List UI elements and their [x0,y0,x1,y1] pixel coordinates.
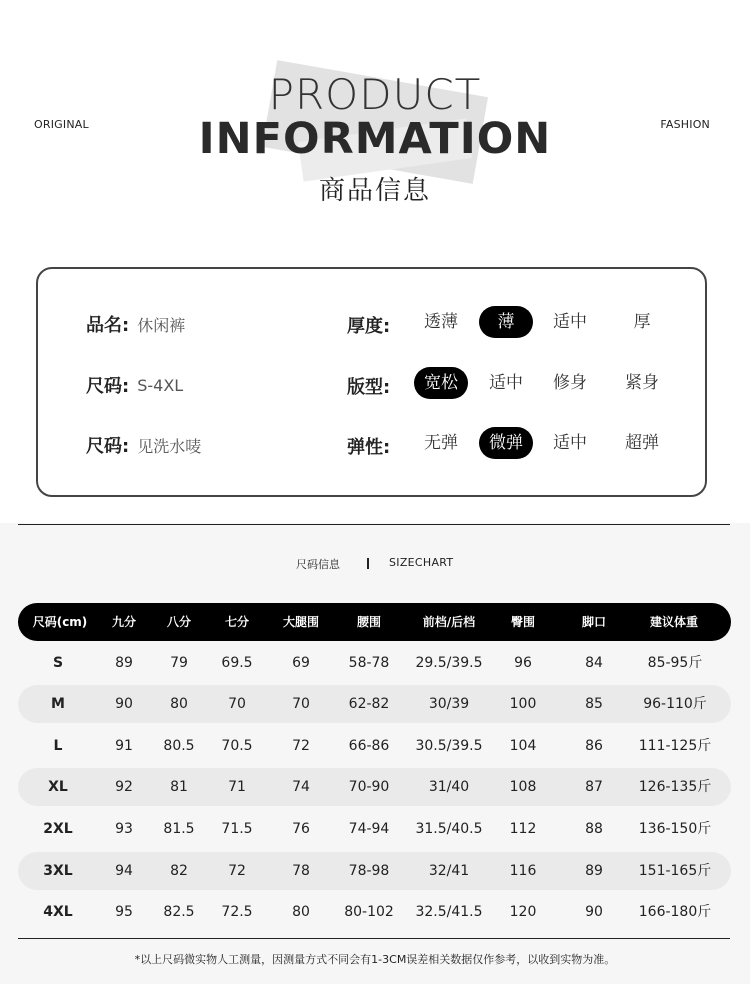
field-care-value: 见洗水唛 [137,436,202,456]
cell: 90 [115,696,133,712]
table-row [18,810,731,848]
cell: 100 [509,696,537,712]
cell: 78 [292,863,310,879]
field-name-key: 品名: [86,315,130,336]
table-row [18,644,731,682]
column-header: 前档/后档 [422,615,476,629]
cell: 96 [514,655,532,671]
title-chinese: 商品信息 [318,176,431,206]
cell: 80 [292,904,310,920]
cell: 108 [509,779,537,795]
column-header: 九分 [111,615,136,629]
elasticity-option: 超弹 [625,433,659,453]
size-chart-label-cn: 尺码信息 [296,558,340,571]
cell: 120 [509,904,537,920]
cell: 86 [585,738,603,754]
cell: 70-90 [348,779,390,795]
footnote: *以上尺码微实物人工测量，因测量方式不同会有1-3CM误差相关数据仅作参考，以收到实物为准。 [134,953,616,966]
cell: 74 [292,779,310,795]
fit-option: 修身 [553,373,587,393]
cell: 70 [228,696,246,712]
field-name [86,311,185,337]
field-care [86,432,201,458]
cell: 84 [585,655,603,671]
field-size-key: 尺码: [86,376,130,397]
cell: 112 [509,821,537,837]
elasticity-option-selected: 微弹 [479,427,533,459]
cell: 69.5 [221,655,253,671]
table-row [18,852,731,890]
cell: 69 [292,655,310,671]
cell: 62-82 [348,696,390,712]
column-header: 大腿围 [282,615,319,629]
cell: 166-180斤 [638,904,712,920]
cell: 71.5 [221,821,253,837]
table-row [18,685,731,723]
thickness-option: 适中 [553,312,587,332]
cell: 87 [585,779,603,795]
column-header: 七分 [224,615,249,629]
thickness-option-selected: 薄 [479,306,533,338]
cell: 85 [585,696,603,712]
original-tag: ORIGINAL [34,118,89,131]
cell: 95 [115,904,133,920]
cell: 92 [115,779,133,795]
column-header: 臀围 [510,615,535,629]
size-chart-section [0,523,750,984]
column-header: 腰围 [356,615,381,629]
elasticity-option: 适中 [553,433,587,453]
fit-option: 适中 [489,373,523,393]
cell: 81.5 [163,821,195,837]
thickness-option: 厚 [633,312,651,332]
table-row [18,727,731,765]
cell: 96-110斤 [643,696,707,712]
cell: 90 [585,904,603,920]
thickness-option: 透薄 [424,312,458,332]
cell-size: XL [48,779,68,795]
cell: 66-86 [348,738,390,754]
cell: 82 [170,863,188,879]
column-header: 建议体重 [649,615,698,629]
cell: 72 [228,863,246,879]
cell: 30/39 [428,696,470,712]
header [0,0,750,240]
table-header [18,603,731,641]
cell-size: 4XL [43,904,73,920]
table-row [18,768,731,806]
cell: 136-150斤 [638,821,712,837]
attr-elasticity-key: 弹性: [347,437,391,458]
size-chart-label-en: SIZECHART [389,556,454,569]
field-size [86,372,183,398]
column-header: 脚口 [581,615,606,629]
cell: 81 [170,779,188,795]
cell: 72 [292,738,310,754]
cell: 85-95斤 [647,655,703,671]
cell: 151-165斤 [638,863,712,879]
cell: 88 [585,821,603,837]
cell: 91 [115,738,133,754]
title-product: PRODUCT [268,70,482,119]
product-info-box [36,267,707,497]
divider [18,938,730,939]
title-information: INFORMATION [198,114,552,164]
cell-size: M [51,696,65,712]
cell: 80 [170,696,188,712]
cell-size: S [52,655,64,671]
cell: 89 [585,863,603,879]
cell: 82.5 [163,904,195,920]
cell: 78-98 [348,863,390,879]
cell: 111-125斤 [638,738,712,754]
cell: 32.5/41.5 [415,904,483,920]
cell: 79 [170,655,188,671]
cell: 104 [509,738,537,754]
cell: 126-135斤 [638,779,712,795]
cell: 31.5/40.5 [415,821,483,837]
cell: 32/41 [428,863,470,879]
cell: 74-94 [348,821,390,837]
table-row [18,893,731,931]
fit-option-selected: 宽松 [414,367,468,399]
cell-size: L [53,738,63,754]
cell: 31/40 [428,779,470,795]
cell: 72.5 [221,904,253,920]
cell: 89 [115,655,133,671]
cell: 70 [292,696,310,712]
cell: 70.5 [221,738,253,754]
cell: 80-102 [344,904,394,920]
label-separator [367,558,369,569]
column-header: 八分 [166,615,191,629]
cell-size: 2XL [43,821,73,837]
cell-size: 3XL [43,863,73,879]
field-care-key: 尺码: [86,436,130,457]
fit-option: 紧身 [625,373,659,393]
cell: 71 [228,779,246,795]
cell: 93 [115,821,133,837]
cell: 30.5/39.5 [415,738,483,754]
fashion-tag: FASHION [660,118,710,131]
cell: 29.5/39.5 [415,655,483,671]
attr-thickness-key: 厚度: [347,316,391,337]
elasticity-option: 无弹 [424,433,458,453]
cell: 76 [292,821,310,837]
attr-fit-key: 版型: [347,377,391,398]
cell: 80.5 [163,738,195,754]
field-size-value: S-4XL [137,375,184,395]
cell: 58-78 [348,655,390,671]
cell: 116 [509,863,537,879]
column-header: 尺码(cm) [32,615,88,629]
cell: 94 [115,863,133,879]
field-name-value: 休闲裤 [137,315,186,335]
divider [18,524,730,525]
